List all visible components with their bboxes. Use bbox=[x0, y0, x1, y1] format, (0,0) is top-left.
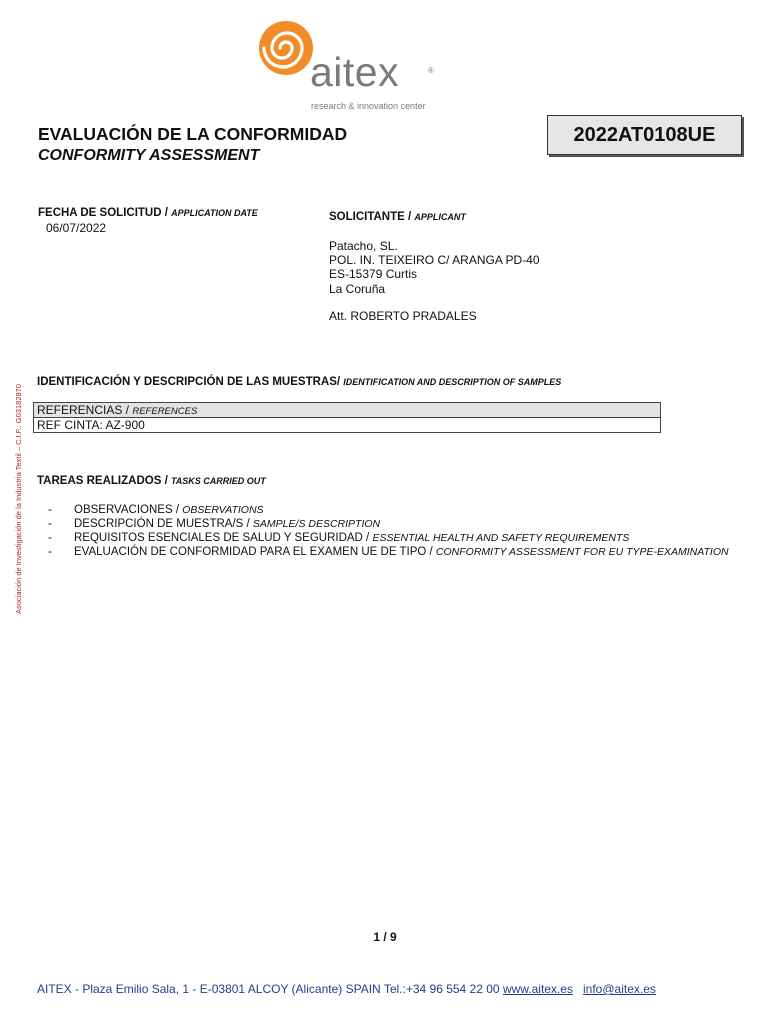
logo-registered-mark: ® bbox=[428, 66, 434, 75]
task-en: OBSERVATIONS bbox=[182, 504, 264, 516]
task-es: OBSERVACIONES / bbox=[74, 504, 180, 516]
footer-address: AITEX - Plaza Emilio Sala, 1 - E-03801 ALCOY (Alicante) SPAIN Tel.:+34 96 554 22 00 bbox=[37, 982, 500, 996]
list-item bbox=[48, 503, 738, 517]
applicant-address-line-3: La Coruña bbox=[329, 282, 386, 296]
references-table bbox=[33, 402, 661, 433]
list-item bbox=[48, 531, 738, 545]
page-number: 1 / 9 bbox=[373, 930, 397, 944]
document-title-en: CONFORMITY ASSESSMENT bbox=[38, 147, 260, 164]
applicant-address-line-1: POL. IN. TEIXEIRO C/ ARANGA PD-40 bbox=[329, 253, 540, 267]
list-item bbox=[48, 517, 738, 531]
application-date-label-es: FECHA DE SOLICITUD / bbox=[38, 207, 168, 219]
logo-wordmark: aitex bbox=[310, 49, 400, 95]
references-header-en: REFERENCES bbox=[132, 406, 198, 417]
applicant-label bbox=[329, 211, 466, 223]
side-legal-text: Asociación de Investigación de la Industria Textil – C.I.F.: G03182870 bbox=[14, 384, 23, 614]
applicant-attention: Att. ROBERTO PRADALES bbox=[329, 309, 477, 323]
tasks-list bbox=[48, 503, 738, 559]
tasks-label-es: TAREAS REALIZADOS / bbox=[37, 475, 168, 487]
tasks-section-label bbox=[37, 475, 266, 487]
references-header-es: REFERENCIAS / bbox=[37, 403, 130, 417]
footer-email-link[interactable]: info@aitex.es bbox=[582, 982, 656, 996]
applicant-address-line-2: ES-15379 Curtis bbox=[329, 267, 418, 281]
applicant-label-en: APPLICANT bbox=[414, 212, 466, 222]
tasks-label-en: TASKS CARRIED OUT bbox=[170, 476, 266, 486]
footer-website-link[interactable]: www.aitex.es bbox=[502, 982, 573, 996]
reference-cell: REF CINTA: AZ-900 bbox=[34, 418, 661, 433]
list-item bbox=[48, 545, 738, 559]
application-date-label bbox=[38, 207, 258, 219]
task-es: DESCRIPCIÓN DE MUESTRA/S / bbox=[74, 518, 250, 530]
applicant-name: Patacho, SL. bbox=[329, 239, 398, 253]
samples-section-label bbox=[37, 376, 561, 388]
task-en: CONFORMITY ASSESSMENT FOR EU TYPE-EXAMINATION bbox=[435, 546, 729, 558]
application-date-value: 06/07/2022 bbox=[46, 221, 107, 235]
samples-label-en: IDENTIFICATION AND DESCRIPTION OF SAMPLES bbox=[343, 377, 562, 387]
report-code-box: 2022AT0108UE bbox=[547, 115, 742, 155]
applicant-label-es: SOLICITANTE / bbox=[329, 211, 412, 223]
document-title-es: EVALUACIÓN DE LA CONFORMIDAD bbox=[38, 124, 348, 144]
logo-tagline: research & innovation center bbox=[311, 101, 426, 111]
footer bbox=[37, 982, 656, 996]
references-header-row bbox=[34, 403, 661, 418]
table-row bbox=[34, 418, 661, 433]
application-date-label-en: APPLICATION DATE bbox=[171, 208, 258, 218]
task-es: REQUISITOS ESENCIALES DE SALUD Y SEGURIDAD / bbox=[74, 532, 370, 544]
references-header-cell bbox=[34, 403, 661, 418]
task-es: EVALUACIÓN DE CONFORMIDAD PARA EL EXAMEN UE DE TIPO / bbox=[74, 546, 433, 558]
task-en: SAMPLE/S DESCRIPTION bbox=[252, 518, 381, 530]
task-en: ESSENTIAL HEALTH AND SAFETY REQUIREMENTS bbox=[372, 532, 630, 544]
samples-label-es: IDENTIFICACIÓN Y DESCRIPCIÓN DE LAS MUESTRAS/ bbox=[37, 376, 341, 388]
